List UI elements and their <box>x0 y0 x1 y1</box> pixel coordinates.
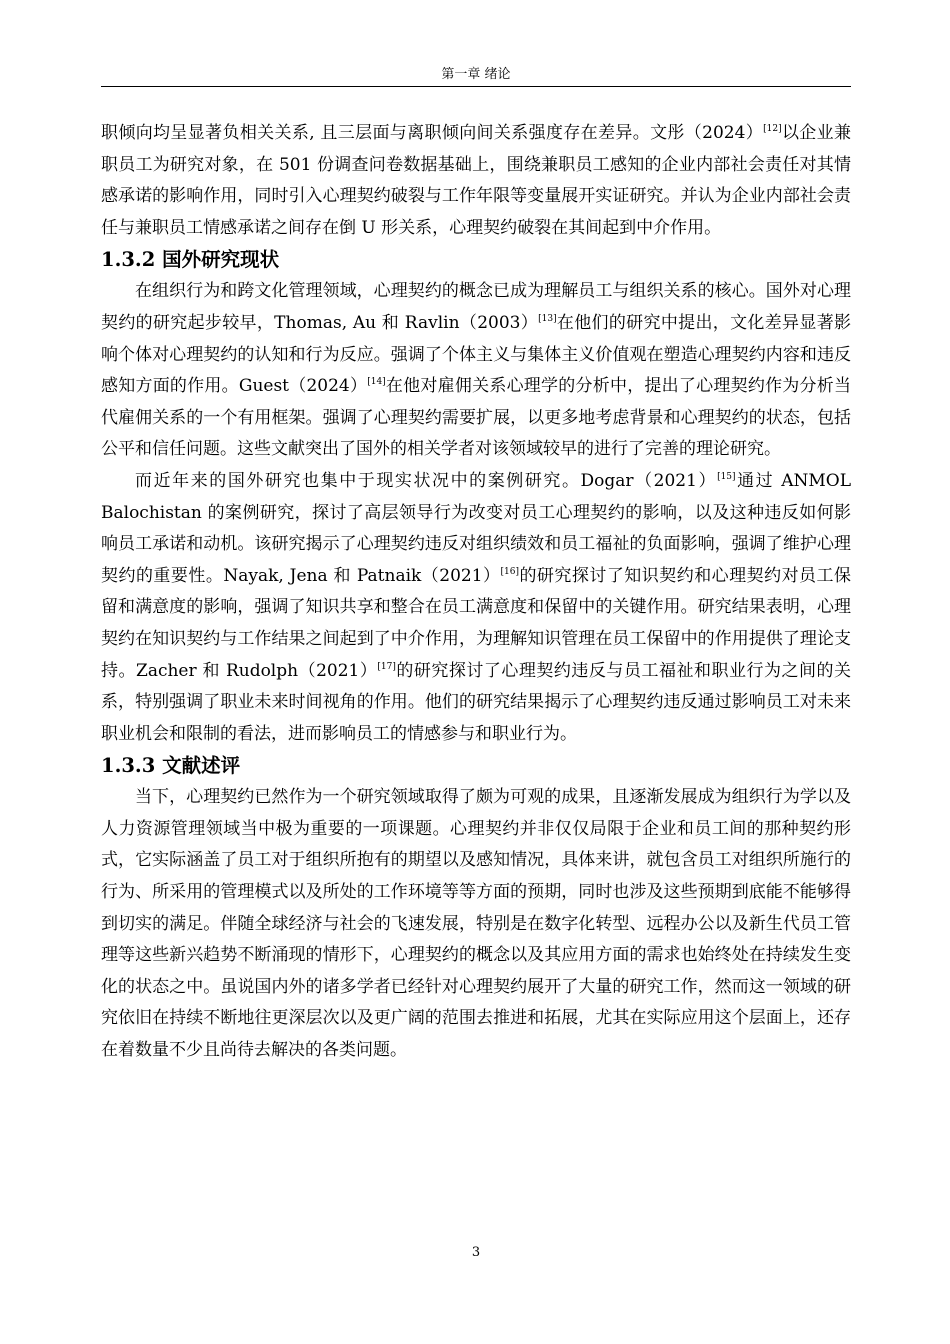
paragraph-text: 在他对雇佣关系心理学的分析中，提出了心理契约作为分析当代雇佣关系的一个有用框架。强调了心理契约需要扩展，以更多地考虑背景和心理契约的状态，包括公平和信任问题。这些文献突出了国外的相关学者对该领域较早的进行了完善的理论研究。 <box>101 376 851 460</box>
paragraph-text: 通过 ANMOL Balochistan 的案例研究，探讨了高层领导行为改变对员工心理契约的影响，以及这种违反如何影响员工承诺和动机。该研究揭示了心理契约违反对组织绩效和员工福祉的负面影响，强调了维护心理契约的重要性。Nayak, Jena 和 Patnaik（2021） <box>101 470 851 586</box>
citation-reference: [15] <box>717 471 736 482</box>
citation-reference: [16] <box>500 566 519 577</box>
body-paragraph <box>101 276 851 466</box>
section-heading: 1.3.2 国外研究现状 <box>101 248 280 272</box>
body-paragraph <box>101 782 851 1066</box>
body-paragraph <box>101 466 851 750</box>
section-heading: 1.3.3 文献述评 <box>101 754 241 778</box>
citation-reference: [13] <box>538 313 557 324</box>
running-header: 第一章 绪论 <box>441 67 511 82</box>
paragraph-text: 当下，心理契约已然作为一个研究领域取得了颇为可观的成果，且逐渐发展成为组织行为学以及人力资源管理领域当中极为重要的一项课题。心理契约并非仅仅局限于企业和员工间的那种契约形式，它实际涵盖了员工对于组织所抱有的期望以及感知情况，具体来讲，就包含员工对组织所施行的行为、所采用的管理模式以及所处的工作环境等等方面的预期，同时也涉及这些预期到底能不能够得到切实的满足。伴随全球经济与社会的飞速发展，特别是在数字化转型、远程办公以及新生代员工管理等这些新兴趋势不断涌现的情形下，心理契约的概念以及其应用方面的需求也始终处在持续发生变化的状态之中。虽说国内外的诸多学者已经针对心理契约展开了大量的研究工作，然而这一领域的研究依旧在持续不断地往更深层次以及更广阔的范围去推进和拓展，尤其在实际应用这个层面上，还存在着数量不少且尚待去解决的各类问题。 <box>101 787 851 1061</box>
citation-reference: [12] <box>763 124 782 134</box>
paragraph-text: 职倾向均呈显著负相关关系, 且三层面与离职倾向间关系强度存在差异。文彤（2024） <box>101 123 764 143</box>
citation-reference: [17] <box>377 661 396 672</box>
paragraph-text: 而近年来的国外研究也集中于现实状况中的案例研究。Dogar（2021） <box>135 470 718 491</box>
paragraph-text: 的研究探讨了心理契约违反与员工福祉和职业行为之间的关系，特别强调了职业未来时间视角的作用。他们的研究结果揭示了心理契约违反通过影响员工对未来职业机会和限制的看法，进而影响员工的情感参与和职业行为。 <box>101 660 852 744</box>
page-number: 3 <box>471 1245 481 1260</box>
paragraph-text: 以企业兼职员工为研究对象，在 501 份调查问卷数据基础上，围绕兼职员工感知的企业内部社会责任对其情感承诺的影响作用，同时引入心理契约破裂与工作年限等变量展开实证研究。并认为企业内部社会责任与兼职员工情感承诺之间存在倒 U 形关系，心理契约破裂在其间起到中介作用。 <box>101 123 852 238</box>
citation-reference: [14] <box>367 377 386 388</box>
page-body <box>101 118 851 1067</box>
header-rule <box>101 86 851 87</box>
body-paragraph <box>101 118 851 244</box>
paragraph-text: 在他们的研究中提出，文化差异显著影响个体对心理契约的认知和行为反应。强调了个体主义与集体主义价值观在塑造心理契约内容和违反感知方面的作用。Guest（2024） <box>101 312 852 397</box>
paragraph-text: 在组织行为和跨文化管理领域，心理契约的概念已成为理解员工与组织关系的核心。国外对心理契约的研究起步较早，Thomas, Au 和 Ravlin（2003） <box>101 281 851 333</box>
paragraph-text: 的研究探讨了知识契约和心理契约对员工保留和满意度的影响，强调了知识共享和整合在员工满意度和保留中的关键作用。研究结果表明，心理契约在知识契约与工作结果之间起到了中介作用，为理解知识管理在员工保留中的作用提供了理论支持。Zacher 和 Rudolph（2021） <box>101 565 851 681</box>
